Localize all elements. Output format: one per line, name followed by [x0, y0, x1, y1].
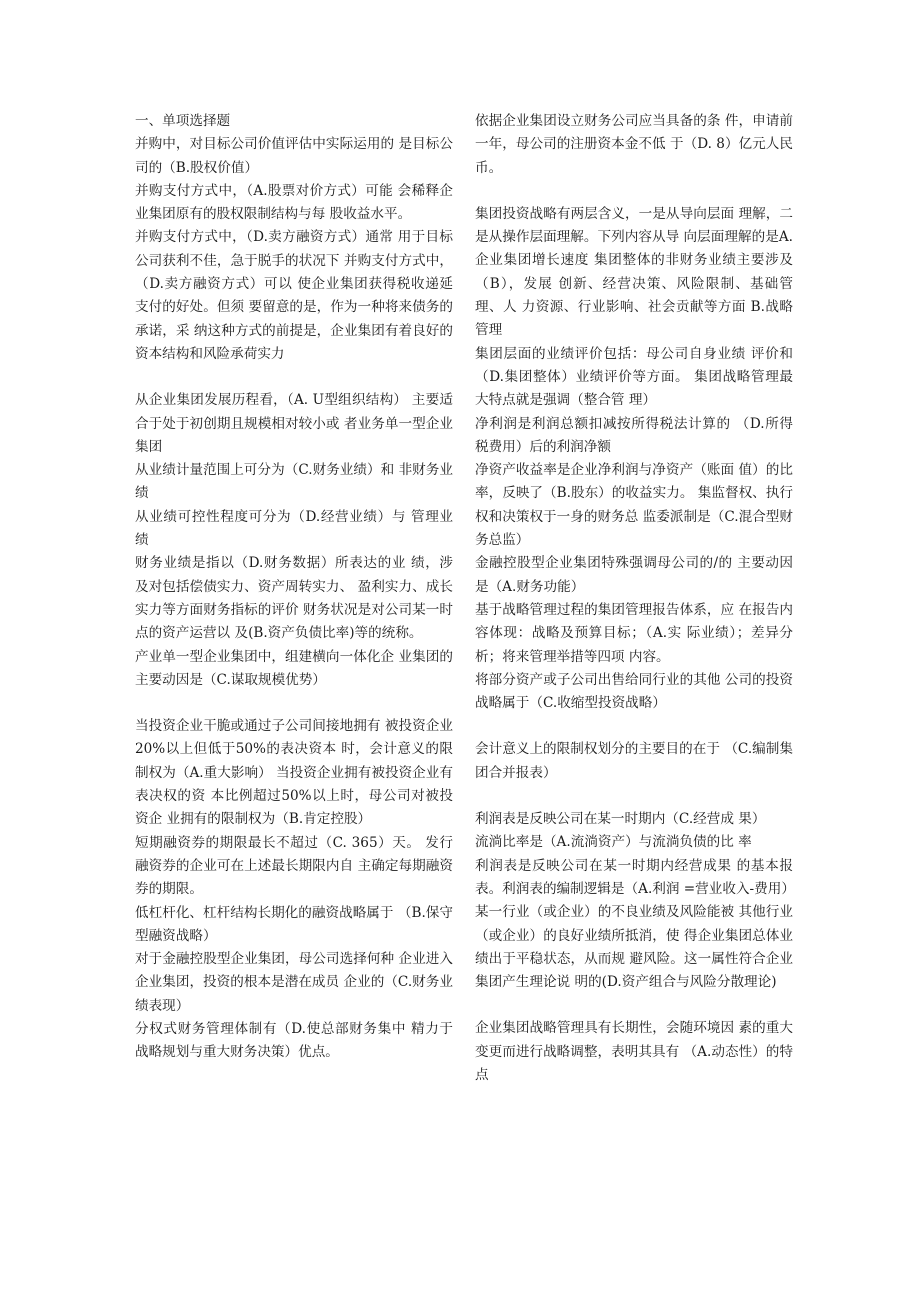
question-paragraph: 当投资企业干脆或通过子公司间接地拥有 被投资企业20%以上但低于50%的表决资本 时，会计意义的限制权为（A.重大影响） 当投资企业拥有被投资企业有表决权的资 本比例超过50%以上时，母公司对被投资企 业拥有的限制权为（B.肯定控股） — [135, 718, 453, 828]
question-paragraph: 利润表是反映公司在某一时期内（C.经营成 果） — [475, 811, 766, 828]
paragraph-gap — [475, 994, 793, 1017]
paragraph-gap — [475, 180, 793, 203]
question-paragraph: 集团层面的业绩评价包括：母公司自身业绩 评价和（D.集团整体）业绩评价等方面。 集团战略管理最大特点就是强调（整合管 理） — [475, 345, 793, 409]
question-paragraph: 从企业集团发展历程看，（A. U型组织结构） 主要适合于处于初创期且规模相对较小或 者业务单一型企业集团 — [135, 392, 453, 455]
question-paragraph: 某一行业（或企业）的不良业绩及风险能被 其他行业（或企业）的良好业绩所抵消，使 得企业集团总体业绩出于平稳状态，从而规 避风险。这一属性符合企业集团产生理论说 明的(D.资产组合与风险分散理论) — [475, 904, 793, 991]
question-paragraph: 集团投资战略有两层含义，一是从导向层面 理解，二是从操作层面理解。下列内容从导 向层面理解的是A.企业集团增长速度 集团整体的非财务业绩主要涉及（B），发展 创新、经营决策、风险限制、基础管理、人 力资源、行业影响、社会贡献等方面 B.战略管理 — [475, 205, 793, 339]
question-paragraph: 金融控股型企业集团特殊强调母公司的/的 主要动因是（A.财务功能） — [475, 555, 793, 595]
question-paragraph: 并购支付方式中，（D.卖方融资方式）通常 用于目标公司获利不佳，急于脱手的状况下 并购支付方式中，（D.卖方融资方式）可以 使企业集团获得税收递延支付的好处。但须 要留意的是，作为一种将来债务的承诺，采 纳这种方式的前提是，企业集团有着良好的 资本结构和风险承荷实力 — [135, 229, 453, 362]
question-paragraph: 低杠杆化、杠杆结构长期化的融资战略属于 （B.保守型融资战略） — [135, 904, 453, 944]
question-paragraph: 并购中，对目标公司价值评估中实际运用的 是目标公司的（B.股权价值） — [135, 136, 453, 176]
question-paragraph: 基于战略管理过程的集团管理报告体系，应 在报告内容体现：战略及预算目标；（A.实 际业绩）；差异分析；将来管理举措等四项 内容。 — [475, 601, 793, 665]
question-paragraph: 企业集团战略管理具有长期性，会随环境因 素的重大变更而进行战略调整，表明其具有 （A.动态性）的特点 — [475, 1020, 793, 1083]
question-paragraph: 从业绩计量范围上可分为（C.财务业绩）和 非财务业绩 — [135, 462, 453, 502]
paragraph-gap — [135, 692, 453, 715]
question-paragraph: 流淌比率是（A.流淌资产）与流淌负债的比 率 — [475, 834, 752, 851]
question-paragraph: 净资产收益率是企业净利润与净资产（账面 值）的比率，反映了（B.股东）的收益实力。 集监督权、执行权和决策权于一身的财务总 监委派制是（C.混合型财务总监） — [475, 462, 793, 549]
paragraph-gap — [475, 715, 793, 738]
question-paragraph: 利润表是反映公司在某一时期内经营成果 的基本报表。利润表的编制逻辑是（A.利润 =营业收入-费用） — [475, 857, 795, 897]
question-paragraph: 净利润是利润总额扣减按所得税法计算的 （D.所得税费用）后的利润净额 — [475, 415, 793, 455]
paragraph-gap — [135, 366, 453, 389]
question-paragraph: 产业单一型企业集团中，组建横向一体化企 业集团的主要动因是（C.谋取规模优势） — [135, 648, 453, 688]
section-heading: 一、单项选择题 — [135, 113, 231, 129]
question-paragraph: 将部分资产或子公司出售给同行业的其他 公司的投资战略属于（C.收缩型投资战略） — [475, 671, 793, 712]
question-paragraph: 分权式财务管理体制有（D.使总部财务集中 精力于战略规划与重大财务决策）优点。 — [135, 1020, 453, 1061]
question-paragraph: 对于金融控股型企业集团，母公司选择何种 企业进入企业集团，投资的根本是潜在成员 企业的（C.财务业绩表现） — [135, 951, 453, 1014]
question-paragraph: 财务业绩是指以（D.财务数据）所表达的业 绩，涉及对包括偿债实力、资产周转实力、 盈利实力、成长实力等方面财务指标的评价 财务状况是对公司某一时点的资产运营以 及(B.资产负债比率)等的统称。 — [135, 555, 453, 642]
question-paragraph: 并购支付方式中，（A.股票对价方式）可能 会稀释企业集团原有的股权限制结构与每 股收益水平。 — [135, 182, 453, 223]
right-column — [475, 110, 793, 1087]
paragraph-gap — [475, 785, 793, 808]
question-paragraph: 依据企业集团设立财务公司应当具备的条 件，申请前一年，母公司的注册资本金不低 于（D. 8）亿元人民币。 — [475, 113, 793, 176]
question-paragraph: 短期融资券的期限最长不超过（C. 365）天。 发行融资券的企业可在上述最长期限内自 主确定每期融资券的期限。 — [135, 834, 453, 898]
question-paragraph: 从业绩可控性程度可分为（D.经营业绩）与 管理业绩 — [135, 508, 453, 549]
left-column — [135, 110, 453, 1065]
question-paragraph: 会计意义上的限制权划分的主要目的在于 （C.编制集团合并报表） — [475, 741, 793, 781]
